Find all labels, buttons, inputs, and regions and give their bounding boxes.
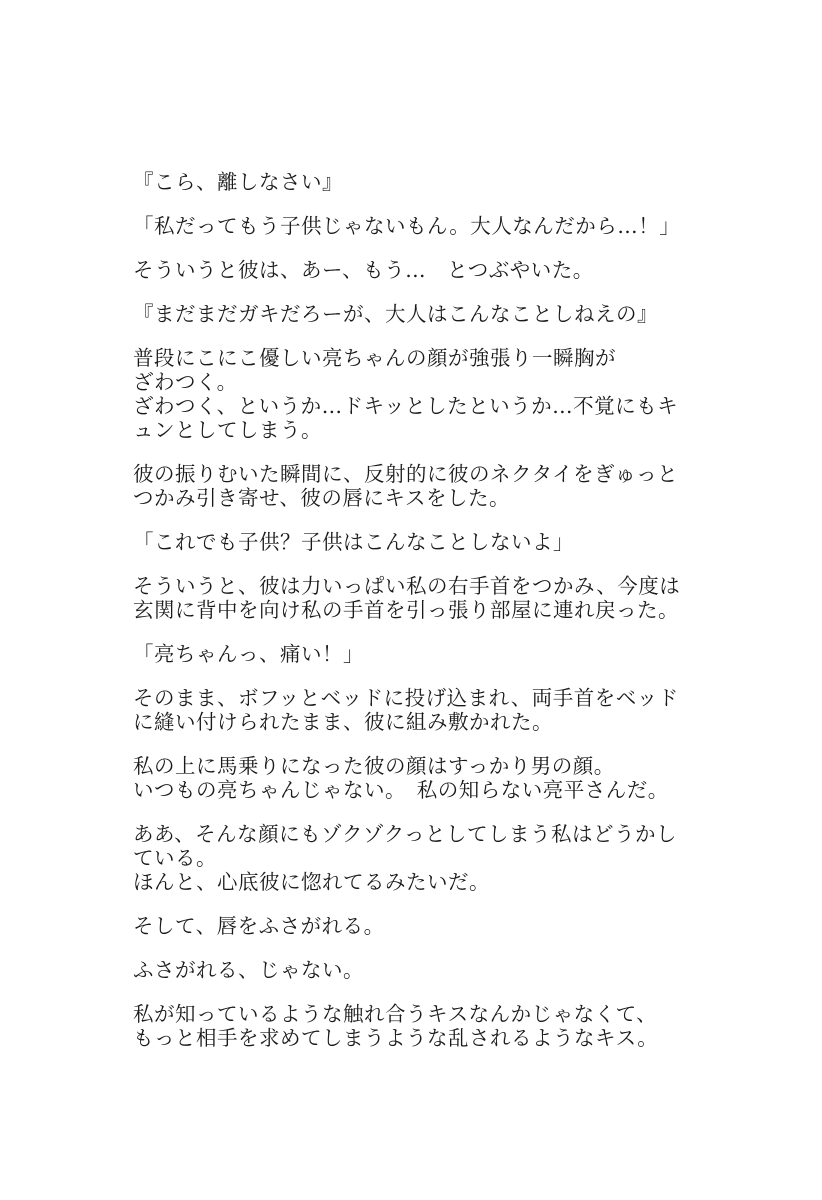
paragraph xyxy=(133,170,693,194)
text-line: そして、唇をふさがれる。 xyxy=(133,914,385,938)
text-line: 普段にこにこ優しい亮ちゃんの顔が強張り一瞬胸が xyxy=(133,346,616,370)
text-line: 私の上に馬乗りになった彼の顔はすっかり男の顔。 xyxy=(133,754,615,778)
story-text xyxy=(133,170,693,1070)
text-line: ュンとしてしまう。 xyxy=(133,418,322,442)
text-line: もっと相手を求めてしまうような乱されるようなキス。 xyxy=(133,1026,659,1050)
text-line: ああ、そんな顔にもゾクゾクっとしてしまう私はどうかし xyxy=(133,822,677,846)
text-line: ざわつく。 xyxy=(133,370,238,394)
text-line: そのまま、ボフッとベッドに投げ込まれ、両手首をベッド xyxy=(133,686,679,710)
text-line: そういうと、彼は力いっぱい私の右手首をつかみ、今度は xyxy=(133,574,681,598)
text-line: つかみ引き寄せ、彼の唇にキスをした。 xyxy=(133,486,510,510)
text-line: 『こら、離しなさい』 xyxy=(133,170,343,194)
paragraph xyxy=(133,822,693,894)
paragraph xyxy=(133,1002,693,1050)
text-line: 玄関に背中を向け私の手首を引っ張り部屋に連れ戻った。 xyxy=(133,598,679,622)
paragraph xyxy=(133,346,693,442)
paragraph xyxy=(133,754,693,802)
text-line: 彼の振りむいた瞬間に、反射的に彼のネクタイをぎゅっと xyxy=(133,462,679,486)
paragraph xyxy=(133,574,693,622)
text-line: 私が知っているような触れ合うキスなんかじゃなくて、 xyxy=(133,1002,658,1026)
text-line: いつもの亮ちゃんじゃない。 私の知らない亮平さんだ。 xyxy=(133,778,669,802)
paragraph xyxy=(133,958,693,982)
text-line: 「これでも子供？子供はこんなことしないよ」 xyxy=(133,530,574,554)
text-line: そういうと彼は、あー、もう… とつぶやいた。 xyxy=(133,258,594,282)
paragraph xyxy=(133,258,693,282)
text-line: ざわつく、というか…ドキッとしたというか…不覚にもキ xyxy=(133,394,679,418)
text-line: 「私だってもう子供じゃないもん。大人なんだから…！」 xyxy=(133,214,681,238)
text-line: に縫い付けられたまま、彼に組み敷かれた。 xyxy=(133,710,553,734)
paragraph xyxy=(133,302,693,326)
text-line: ほんと、心底彼に惚れてるみたいだ。 xyxy=(133,870,490,894)
text-line: ている。 xyxy=(133,846,217,870)
text-line: 『まだまだガキだろーが、大人はこんなことしねえの』 xyxy=(133,302,658,326)
text-line: ふさがれる、じゃない。 xyxy=(133,958,364,982)
paragraph xyxy=(133,530,693,554)
paragraph xyxy=(133,462,693,510)
paragraph xyxy=(133,214,693,238)
paragraph xyxy=(133,914,693,938)
paragraph xyxy=(133,642,693,666)
text-line: 「亮ちゃんっ、痛い！」 xyxy=(133,642,364,666)
paragraph xyxy=(133,686,693,734)
